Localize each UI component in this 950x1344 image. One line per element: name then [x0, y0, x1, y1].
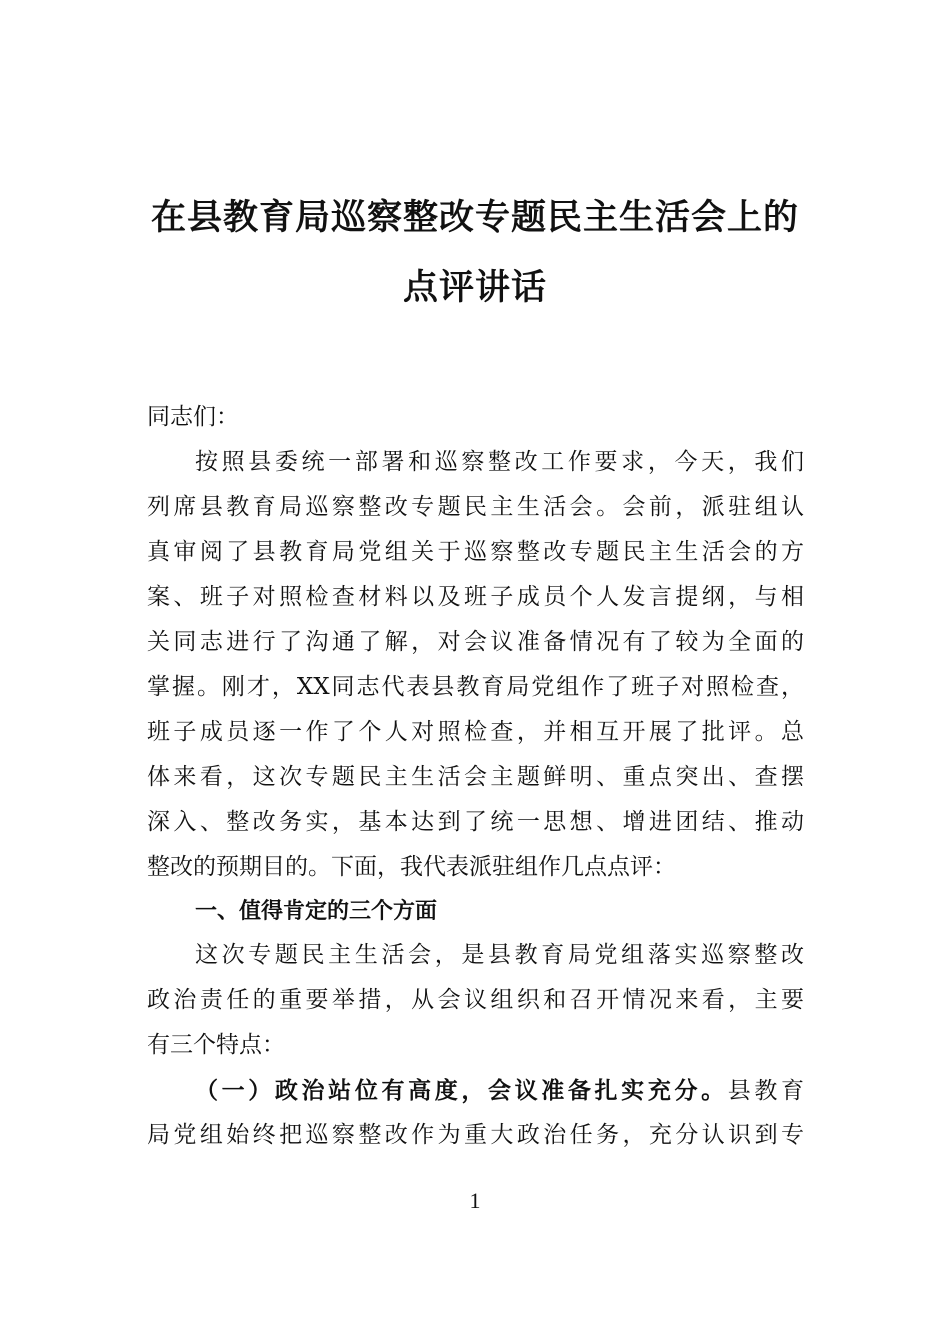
- paragraph-1-line: 整改的预期目的。下面，我代表派驻组作几点点评：: [147, 854, 676, 880]
- paragraph-3-line: 局党组始终把巡察整改作为重大政治任务，充分认识到专: [147, 1122, 804, 1148]
- paragraph-1-line: 列席县教育局巡察整改专题民主生活会。会前，派驻组认: [147, 494, 804, 520]
- section-heading-1: 一、值得肯定的三个方面: [195, 899, 438, 924]
- paragraph-1-line: 掌握。刚才，XX同志代表县教育局党组作了班子对照检查，: [147, 674, 804, 700]
- paragraph-2-line: 政治责任的重要举措，从会议组织和召开情况来看，主要: [147, 987, 804, 1013]
- paragraph-1-line: 体来看，这次专题民主生活会主题鲜明、重点突出、查摆: [147, 764, 804, 790]
- paragraph-1-line: 案、班子对照检查材料以及班子成员个人发言提纲，与相: [147, 584, 804, 610]
- paragraph-1-line: 班子成员逐一作了个人对照检查，并相互开展了批评。总: [147, 719, 804, 745]
- paragraph-2-line: 这次专题民主生活会，是县教育局党组落实巡察整改: [195, 942, 804, 968]
- paragraph-2-line: 有三个特点：: [147, 1032, 285, 1058]
- document-title-line-2: 点评讲话: [402, 267, 547, 308]
- page-number: 1: [469, 1188, 481, 1213]
- paragraph-1-line: 按照县委统一部署和巡察整改工作要求，今天，我们: [195, 449, 804, 475]
- paragraph-3-text: 县教育: [727, 1078, 805, 1104]
- document-body: [147, 395, 804, 1158]
- paragraph-1-line: 关同志进行了沟通了解，对会议准备情况有了较为全面的: [147, 629, 804, 655]
- document-title-line-1: 在县教育局巡察整改专题民主生活会上的: [150, 197, 799, 238]
- paragraph-1-line: 深入、整改务实，基本达到了统一思想、增进团结、推动: [147, 809, 804, 835]
- paragraph-1-line: 真审阅了县教育局党组关于巡察整改专题民主生活会的方: [147, 539, 804, 565]
- paragraph-3-line: [147, 1068, 804, 1113]
- subheading-1: （一）政治站位有高度，会议准备扎实充分。: [195, 1077, 728, 1104]
- salutation: 同志们：: [147, 404, 239, 430]
